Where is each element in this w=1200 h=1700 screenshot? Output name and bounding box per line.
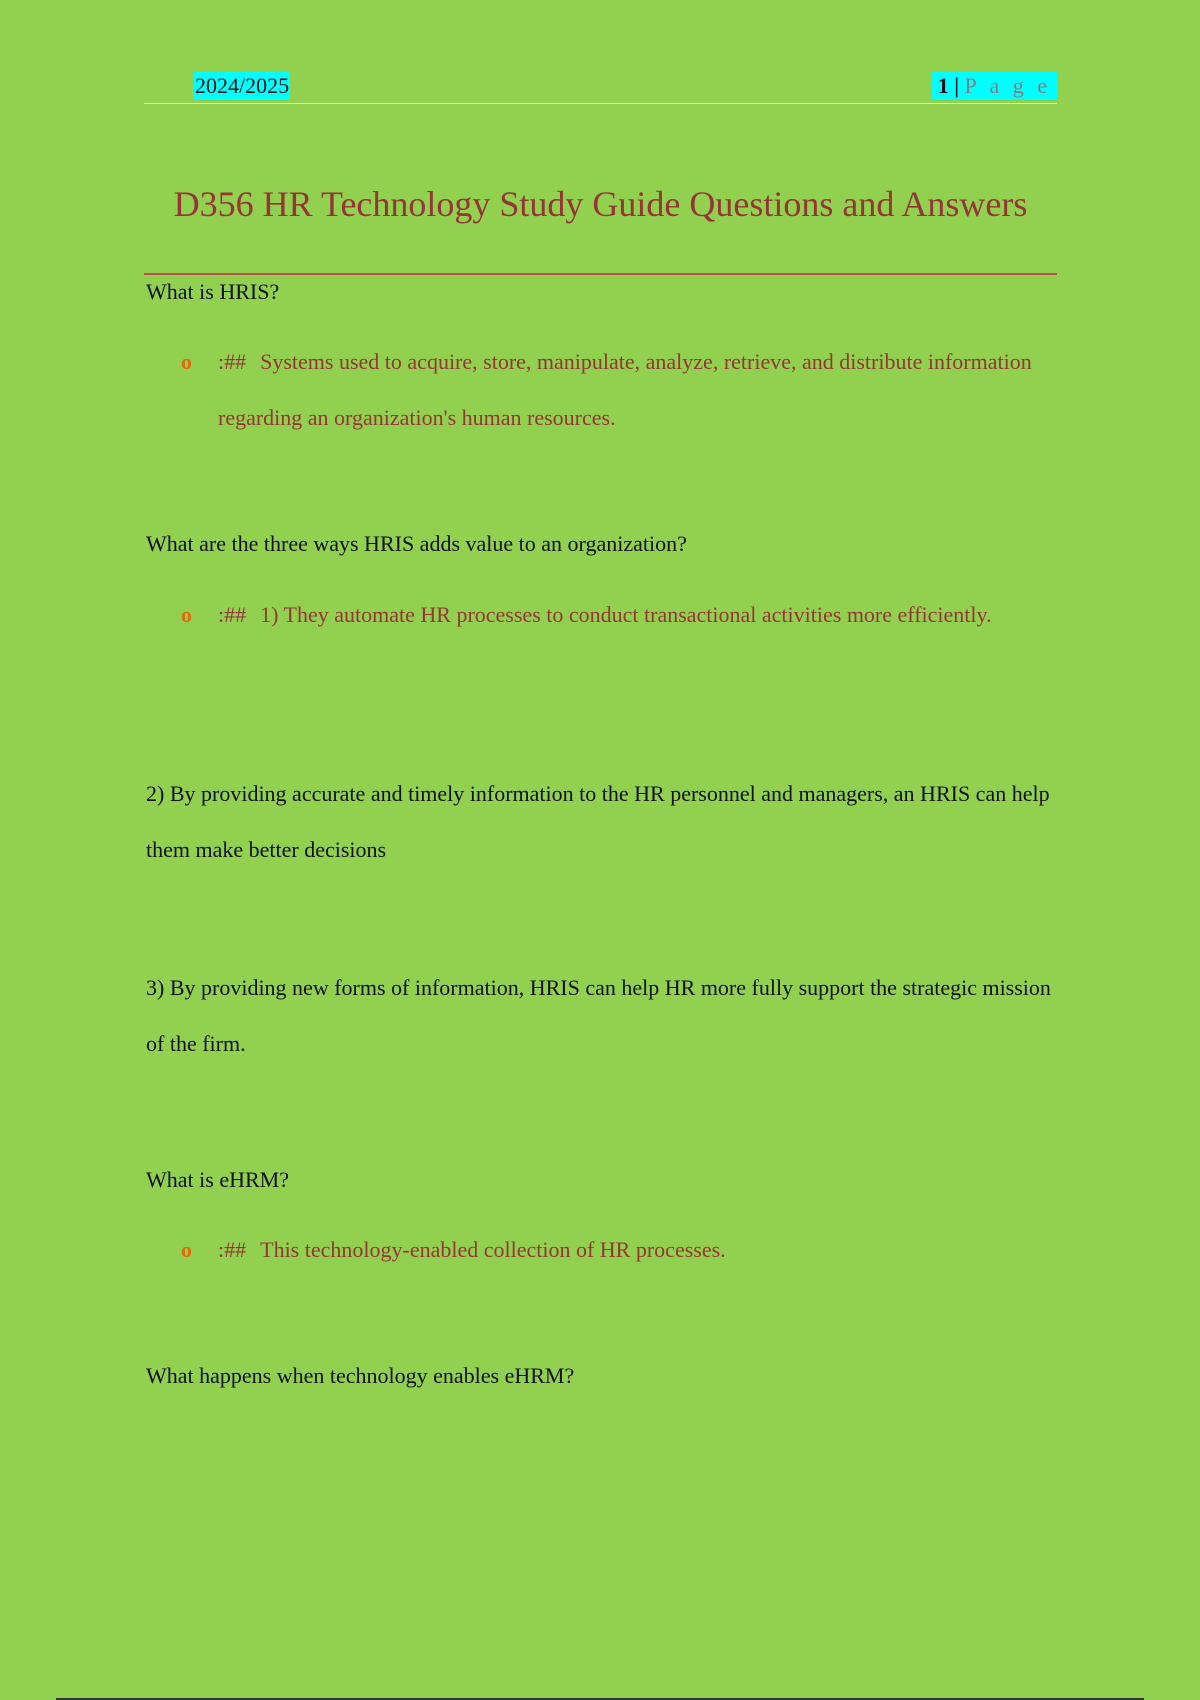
bullet-icon: o [181, 349, 192, 374]
answer-marker: :## [218, 349, 247, 374]
answer-marker: :## [218, 602, 247, 627]
answer-hris [181, 334, 1051, 446]
bullet-icon: o [181, 1237, 192, 1262]
header-page-indicator [932, 72, 1057, 100]
answer-text: 1) They automate HR processes to conduct transactional activities more efficiently. [260, 602, 992, 627]
paragraph-point-2: 2) By providing accurate and timely information to the HR personnel and managers, an HRIS can help them make better decisions [146, 781, 1050, 862]
question-hris: What is HRIS? [146, 279, 280, 304]
answer-text: Systems used to acquire, store, manipulate, analyze, retrieve, and distribute information regarding an organization's human resources. [218, 349, 1032, 430]
answer-marker: :## [218, 1237, 247, 1262]
page-word: P a g e [964, 73, 1051, 98]
header-year: 2024/2025 [195, 73, 290, 98]
document-title: D356 HR Technology Study Guide Questions and Answers [173, 184, 1028, 224]
question-hris-value: What are the three ways HRIS adds value to an organization? [146, 531, 687, 556]
page-header [144, 70, 1057, 104]
answer-ehrm [181, 1222, 1051, 1278]
question-ehrm: What is eHRM? [146, 1167, 289, 1192]
page-separator: | [954, 73, 960, 98]
paragraph-point-3: 3) By providing new forms of information, HRIS can help HR more fully support the strategic mission of the firm. [146, 975, 1051, 1056]
answer-hris-value [181, 587, 1051, 643]
page-number: 1 [937, 73, 949, 98]
header-divider [144, 103, 1057, 104]
question-ehrm-enabled: What happens when technology enables eHRM? [146, 1363, 575, 1388]
answer-text: This technology-enabled collection of HR processes. [260, 1237, 726, 1262]
bullet-icon: o [181, 602, 192, 627]
